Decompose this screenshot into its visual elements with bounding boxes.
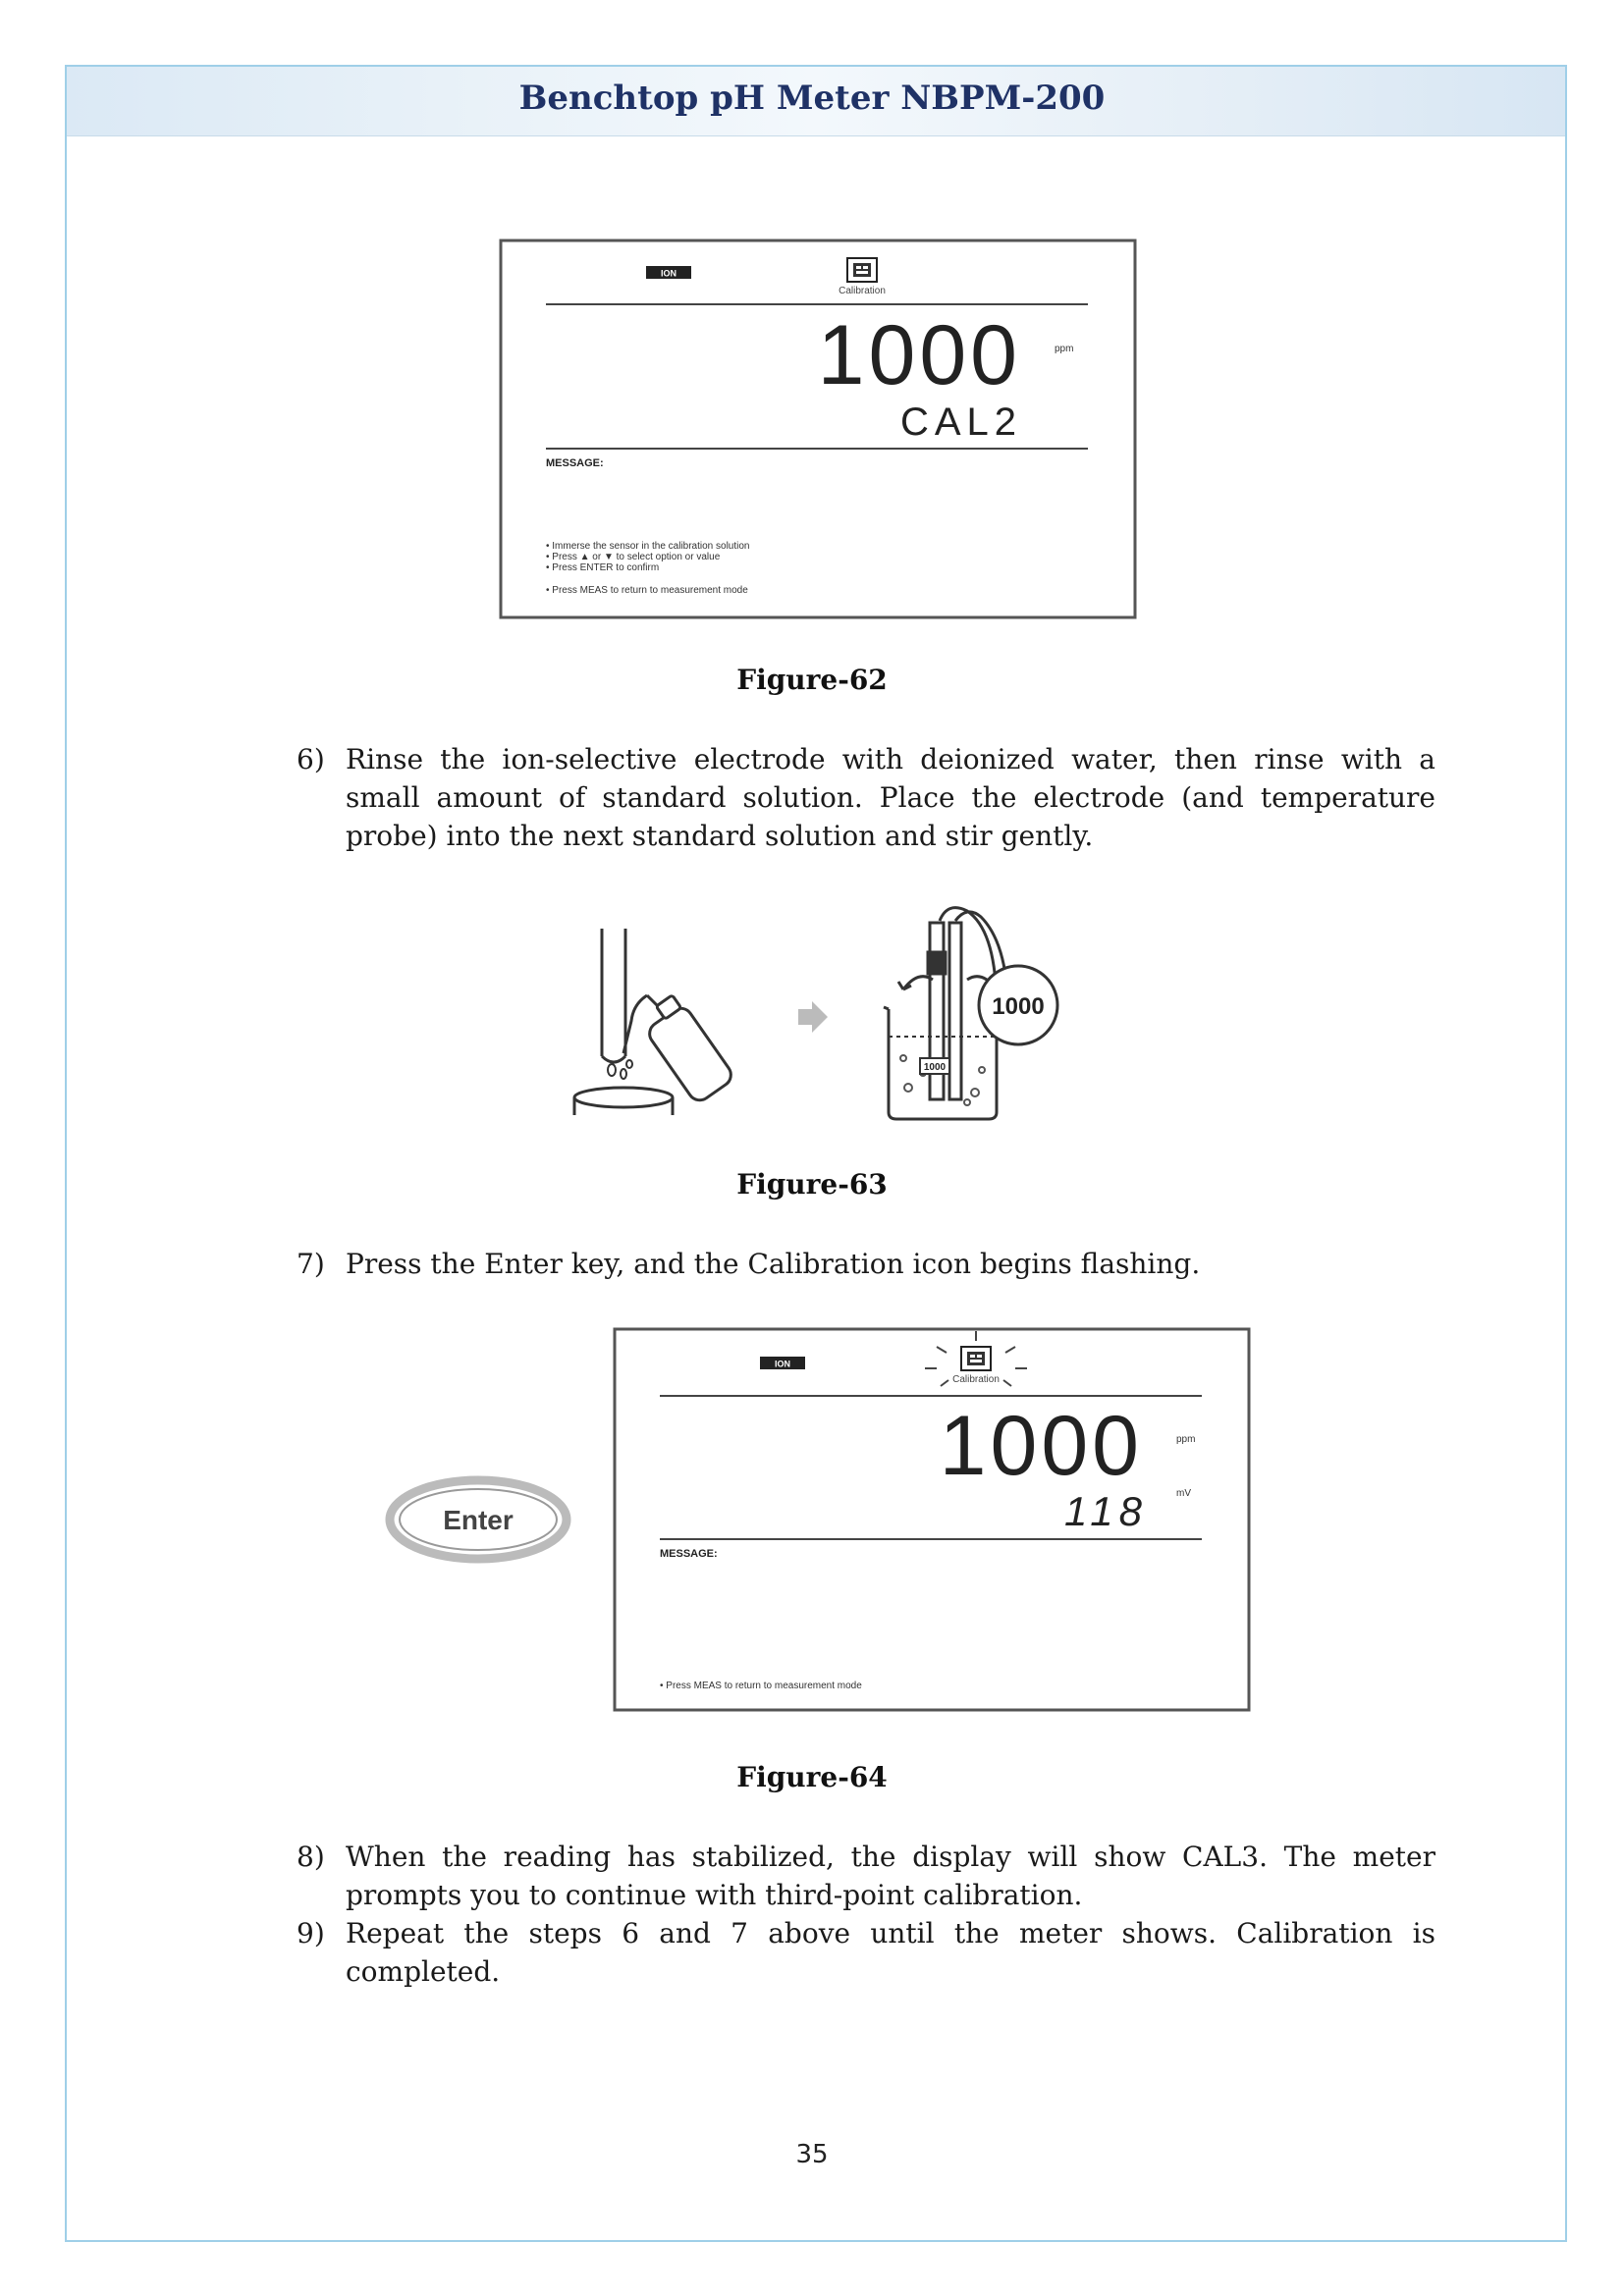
ion-mode-label: ION	[774, 1359, 791, 1369]
message-label: MESSAGE:	[660, 1548, 718, 1560]
page-title: Benchtop pH Meter NBPM-200	[518, 79, 1106, 118]
step-8	[297, 1838, 1435, 1914]
calibration-icon	[847, 258, 877, 282]
figure-62-caption: Figure-62	[736, 664, 888, 696]
figure-64-caption: Figure-64	[736, 1761, 888, 1793]
message-label: MESSAGE:	[546, 457, 604, 469]
figure-62-display	[499, 239, 1137, 619]
step-6-text: Rinse the ion-selective electrode with deionized water, then rinse with a small amount of standard solution. Place the electrode (and temperature probe) into the next standard solution and stir gently.	[346, 743, 1435, 852]
instruction-1: • Immerse the sensor in the calibration solution	[546, 541, 750, 552]
secondary-unit: mV	[1176, 1488, 1191, 1499]
rinse-electrode-icon	[602, 929, 647, 1062]
enter-key-label: Enter	[443, 1505, 514, 1535]
figure-63-illustration	[565, 901, 1075, 1127]
step-7-text: Press the Enter key, and the Calibration icon begins flashing.	[346, 1248, 1201, 1280]
beaker-label: 1000	[923, 1062, 947, 1073]
secondary-reading: 118	[1064, 1488, 1148, 1534]
step-9-text: Repeat the steps 6 and 7 above until the meter shows. Calibration is completed.	[346, 1917, 1435, 1988]
figure-64-display	[613, 1327, 1251, 1712]
figure-64-enter-key	[385, 1472, 571, 1567]
main-reading: 1000	[939, 1399, 1143, 1493]
step-7-number: 7)	[297, 1248, 325, 1280]
reading-unit: ppm	[1055, 344, 1074, 354]
step-9-number: 9)	[297, 1917, 325, 1949]
step-8-text: When the reading has stabilized, the display will show CAL3. The meter prompts you to continue with third-point calibration.	[346, 1841, 1435, 1911]
step-7	[297, 1245, 1435, 1283]
step-6	[297, 740, 1435, 855]
figure-63-caption: Figure-63	[736, 1168, 888, 1201]
ion-mode-label: ION	[660, 268, 677, 279]
instruction-4: • Press MEAS to return to measurement mode	[546, 585, 748, 596]
instruction-2: • Press ▲ or ▼ to select option or value	[546, 552, 721, 562]
instruction-3: • Press ENTER to confirm	[546, 562, 660, 573]
standard-value: 1000	[992, 993, 1045, 1020]
step-6-number: 6)	[297, 743, 325, 775]
calibration-label: Calibration	[952, 1374, 1000, 1385]
secondary-reading: CAL2	[899, 400, 1022, 444]
step-8-number: 8)	[297, 1841, 325, 1873]
step-9	[297, 1914, 1435, 1991]
instruction-1: • Press MEAS to return to measurement mode	[660, 1681, 862, 1691]
main-reading: 1000	[817, 308, 1021, 402]
page-number: 35	[795, 2140, 829, 2169]
wash-bottle-icon	[645, 995, 735, 1105]
reading-unit: ppm	[1176, 1434, 1196, 1445]
calibration-label: Calibration	[839, 286, 886, 296]
arrow-right-icon	[798, 1001, 828, 1033]
calibration-icon	[961, 1347, 991, 1370]
waste-beaker-icon	[574, 1088, 673, 1115]
